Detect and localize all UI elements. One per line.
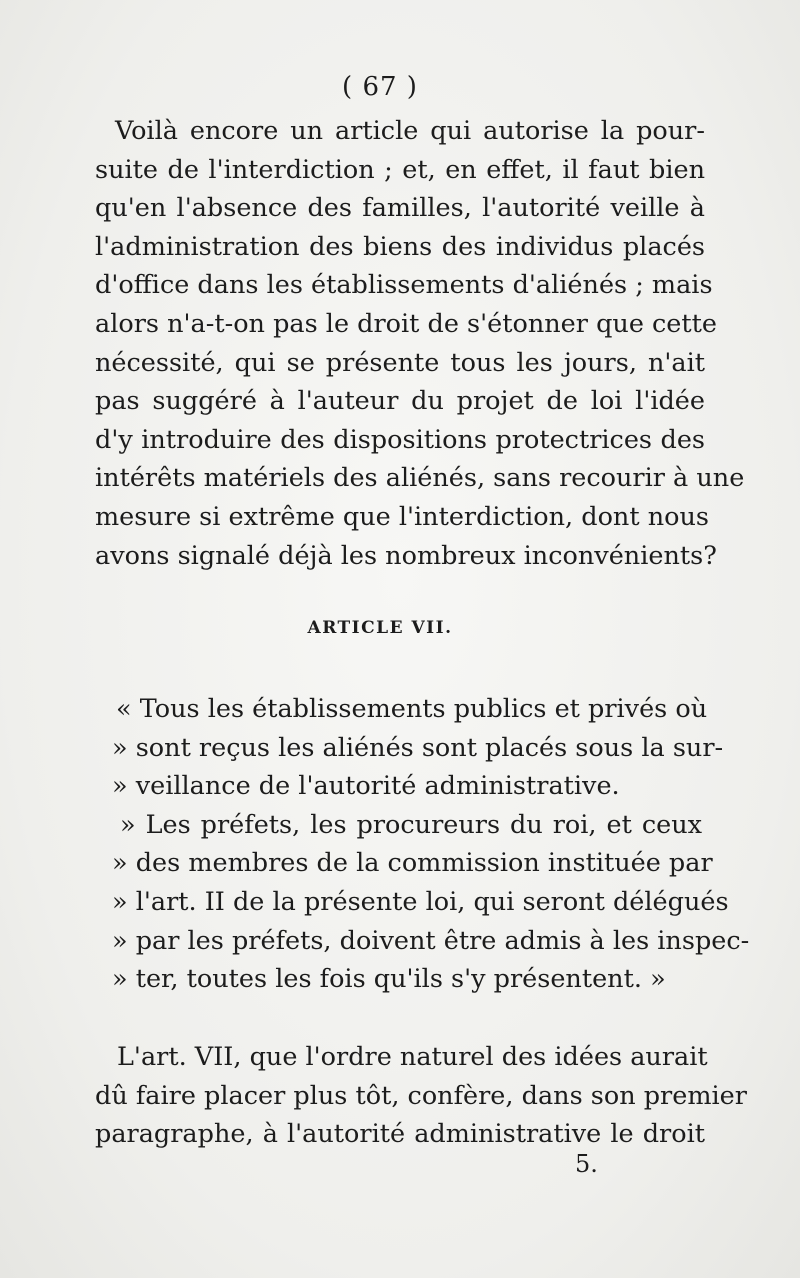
- quote-line: « Tous les établissements publics et privés où: [116, 694, 708, 724]
- article-heading: ARTICLE VII.: [307, 618, 453, 638]
- paragraph-interdiction: [95, 112, 745, 575]
- article-quote: [112, 690, 750, 999]
- text-line: pas suggéré à l'auteur du projet de loi l'idée: [95, 386, 705, 417]
- text-line: d'y introduire des dispositions protectrices des: [95, 424, 705, 455]
- text-line: Voilà encore un article qui autorise la pour-: [115, 116, 705, 146]
- text-line: dû faire placer plus tôt, confère, dans son premier: [95, 1080, 747, 1111]
- text-line: intérêts matériels des aliénés, sans recourir à une: [95, 463, 745, 494]
- paragraph-art-vii: [95, 1038, 747, 1154]
- text-line: d'office dans les établissements d'aliénés ; mais: [95, 270, 713, 301]
- text-line: nécessité, qui se présente tous les jours, n'ait: [95, 347, 705, 378]
- text-line: L'art. VII, que l'ordre naturel des idées aurait: [117, 1042, 708, 1072]
- text-line: avons signalé déjà les nombreux inconvénients?: [95, 540, 717, 571]
- text-line: mesure si extrême que l'interdiction, dont nous: [95, 501, 709, 532]
- signature-mark: 5.: [575, 1150, 598, 1178]
- quote-line: » par les préfets, doivent être admis à les inspec-: [112, 925, 750, 956]
- quote-line: » l'art. II de la présente loi, qui seront délégués: [112, 886, 729, 917]
- text-line: paragraphe, à l'autorité administrative le droit: [95, 1119, 705, 1150]
- text-line: qu'en l'absence des familles, l'autorité veille à: [95, 193, 705, 224]
- text-line: l'administration des biens des individus placés: [95, 231, 705, 262]
- text-line: alors n'a-t-on pas le droit de s'étonner que cette: [95, 308, 717, 339]
- quote-line: » sont reçus les aliénés sont placés sous la sur-: [112, 732, 724, 763]
- page-number: ( 67 ): [342, 72, 418, 102]
- quote-line: » veillance de l'autorité administrative.: [112, 771, 620, 802]
- text-line: suite de l'interdiction ; et, en effet, il faut bien: [95, 154, 705, 185]
- quote-line: » des membres de la commission instituée par: [112, 848, 713, 879]
- quote-line: » ter, toutes les fois qu'ils s'y présentent. »: [112, 964, 666, 995]
- quote-line: » Les préfets, les procureurs du roi, et ceux: [120, 809, 702, 840]
